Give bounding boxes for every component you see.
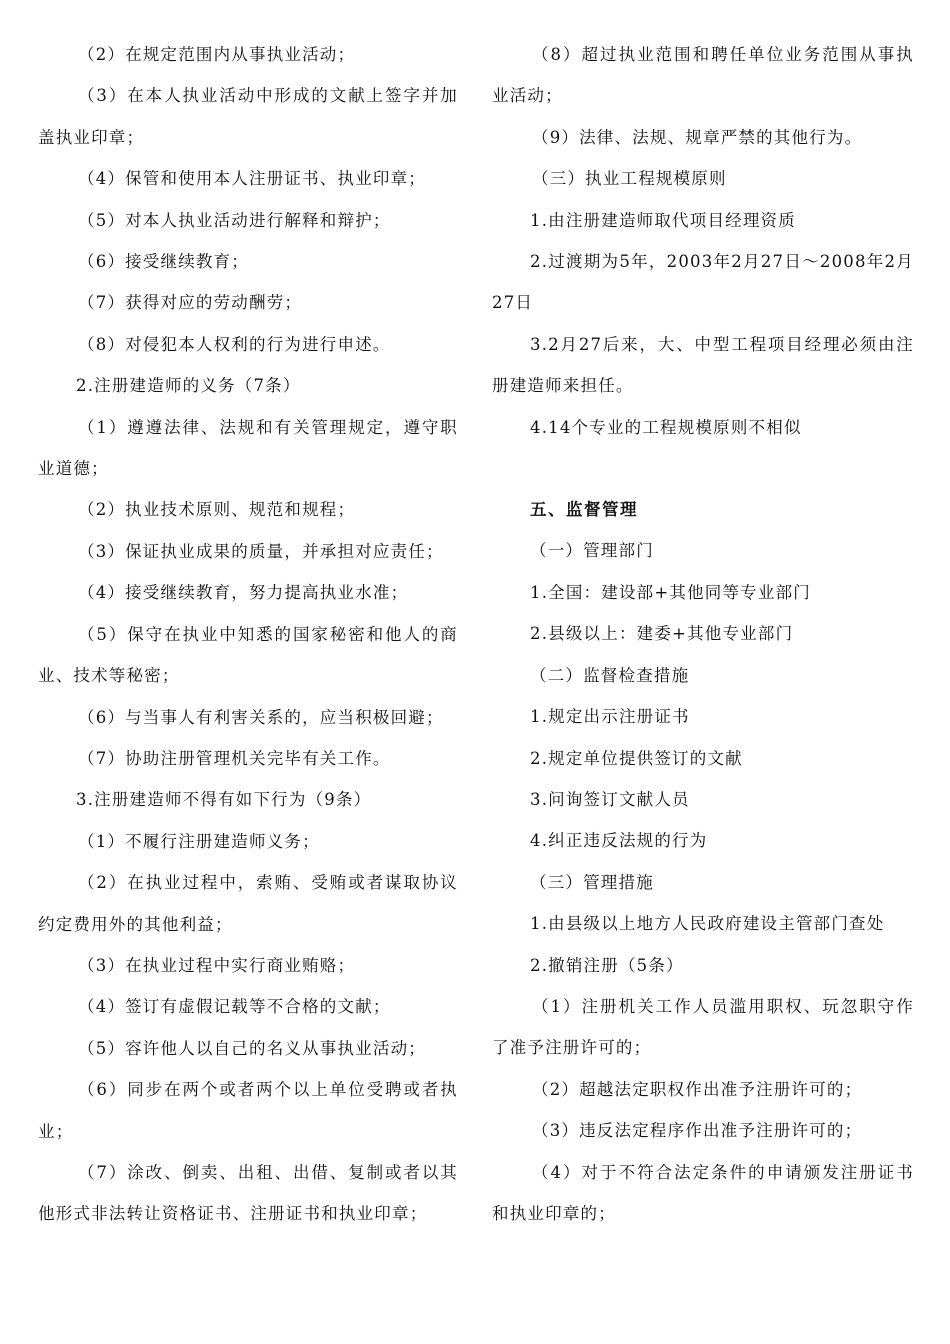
paragraph: 2.规定单位提供签订的文献 (530, 748, 743, 768)
subheading: （三）执业工程规模原则 (532, 169, 727, 189)
paragraph: 1.由县级以上地方人民政府建设主管部门查处 (530, 914, 885, 934)
paragraph: （4）接受继续教育，努力提高执业水准； (78, 583, 409, 603)
paragraph: （2）在执业过程中，索贿、受贿或者谋取协议约定费用外的其他利益； (38, 873, 458, 934)
paragraph: （3）在执业过程中实行商业贿赂； (78, 955, 356, 975)
paragraph: （4）签订有虚假记载等不合格的文献； (78, 997, 391, 1017)
paragraph: （5）保守在执业中知悉的国家秘密和他人的商业、技术等秘密； (38, 624, 458, 686)
paragraph: （9）法律、法规、规章严禁的其他行为。 (532, 127, 863, 147)
subheading: （一）管理部门 (530, 541, 654, 561)
paragraph: （4）对于不符合法定条件的申请颁发注册证书和执业印章的； (492, 1162, 914, 1223)
paragraph: （2）执业技术原则、规范和规程； (78, 500, 356, 520)
paragraph: （5）对本人执业活动进行解释和辩护； (78, 210, 391, 230)
paragraph: （8）对侵犯本人权利的行为进行申述。 (78, 334, 391, 354)
paragraph: （2）在规定范围内从事执业活动； (78, 45, 356, 64)
paragraph: （8）超过执业范围和聘任单位业务范围从事执业活动； (492, 45, 914, 106)
paragraph: （3）在本人执业活动中形成的文献上签字并加盖执业印章； (38, 86, 458, 147)
subheading: （三）管理措施 (530, 872, 654, 892)
paragraph: 4.纠正违反法规的行为 (530, 831, 708, 851)
paragraph: 2.撤销注册（5条） (530, 955, 684, 975)
paragraph: 3.问询签订文献人员 (530, 789, 690, 809)
paragraph: 4.14个专业的工程规模原则不相似 (530, 417, 802, 437)
paragraph: （3）保证执业成果的质量，并承担对应责任； (78, 541, 444, 561)
paragraph: （6）接受继续教育； (78, 252, 249, 272)
paragraph: （6）同步在两个或者两个以上单位受聘或者执业； (38, 1080, 458, 1141)
paragraph: （5）容许他人以自己的名义从事执业活动； (78, 1038, 426, 1058)
paragraph: （3）违反法定程序作出准予注册许可的； (532, 1121, 863, 1141)
subheading: 3.注册建造师不得有如下行为（9条） (76, 790, 372, 810)
paragraph: （1）注册机关工作人员滥用职权、玩忽职守作了准予注册许可的； (492, 996, 914, 1058)
paragraph: 3.2月27后来，大、中型工程项目经理必须由注册建造师来担任。 (492, 334, 914, 396)
paragraph: （4）保管和使用本人注册证书、执业印章； (78, 169, 426, 189)
paragraph: （2）超越法定职权作出准予注册许可的； (532, 1079, 863, 1099)
paragraph: （7）协助注册管理机关完毕有关工作。 (78, 748, 391, 768)
subheading: 2.注册建造师的义务（7条） (76, 376, 301, 396)
paragraph: （7）涂改、倒卖、出租、出借、复制或者以其他形式非法转让资格证书、注册证书和执业印章； (38, 1162, 458, 1224)
paragraph: 1.规定出示注册证书 (530, 707, 690, 727)
paragraph: 2.县级以上：建委+其他专业部门 (530, 624, 794, 644)
left-column (38, 34, 458, 1235)
paragraph: （7）获得对应的劳动酬劳； (78, 293, 303, 313)
paragraph: 1.全国：建设部+其他同等专业部门 (530, 582, 811, 602)
subheading: （二）监督检查措施 (530, 665, 690, 685)
paragraph: 2.过渡期为5年，2003年2月27日～2008年2月27日 (492, 252, 914, 313)
paragraph: 1.由注册建造师取代项目经理资质 (530, 210, 796, 230)
section-heading: 五、监督管理 (530, 500, 638, 520)
paragraph: （1）不履行注册建造师义务； (78, 831, 320, 851)
paragraph: （1）遵遵法律、法规和有关管理规定，遵守职业道德； (38, 417, 458, 479)
right-column (492, 34, 914, 1234)
blank-line (492, 448, 914, 489)
paragraph: （6）与当事人有利害关系的，应当积极回避； (78, 707, 444, 727)
